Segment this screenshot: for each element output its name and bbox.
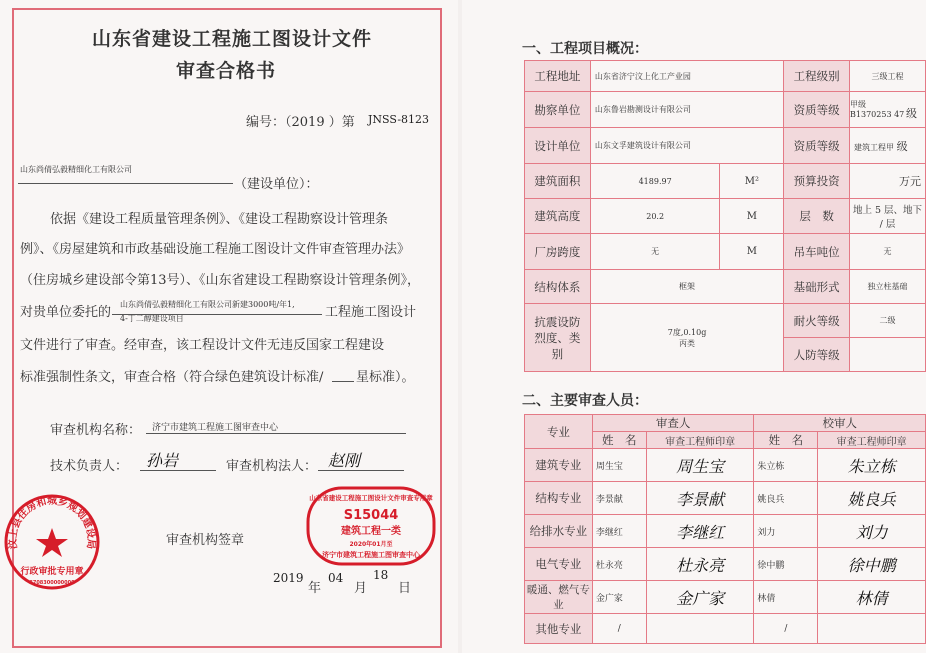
checker-name: 刘力	[754, 515, 818, 548]
date-month-unit: 月	[354, 581, 368, 596]
level-label: 工程级别	[784, 61, 850, 92]
reviewer-signature: 杜永亮	[646, 548, 754, 581]
table-row	[525, 199, 926, 234]
project-underline	[112, 314, 322, 315]
tech-lead-signature: 孙岩	[146, 451, 179, 470]
table-row	[525, 164, 926, 199]
table-row	[525, 449, 926, 482]
table-row	[525, 515, 926, 548]
budget-unit: 万元	[850, 164, 926, 199]
major-cell: 暖通、燃气专业	[525, 581, 593, 614]
survey-qual-value: 甲级B1370253 47	[850, 99, 905, 119]
reviewer-signature: 金广家	[646, 581, 754, 614]
project-info-page	[462, 0, 926, 653]
floors-label: 层 数	[784, 199, 850, 234]
legal-rep-underline	[318, 470, 404, 471]
col-checker: 校审人	[754, 415, 926, 432]
paragraph-line-4-suffix: 工程施工图设计	[325, 305, 417, 320]
major-cell: 建筑专业	[525, 449, 593, 482]
reviewer-name: 李继红	[592, 515, 646, 548]
budget-label: 预算投资	[784, 164, 850, 199]
height-unit: M	[720, 199, 784, 234]
paragraph-line-4-prefix: 对贵单位委托的	[20, 305, 112, 320]
section-1-title: 一、工程项目概况：	[522, 41, 648, 57]
stamp2-bottom-text: 济宁市建筑工程施工图审查中心	[322, 551, 420, 559]
site-value: 山东省济宁汶上化工产业园	[590, 61, 783, 92]
stamp1-bottom-text: 行政审批专用章	[20, 567, 84, 577]
site-label: 工程地址	[525, 61, 591, 92]
table-row	[525, 614, 926, 644]
survey-qual-cell	[850, 92, 926, 128]
paragraph-line-1: 依据《建设工程质量管理条例》、《建设工程勘察设计管理条	[50, 212, 389, 227]
checker-name: 朱立栋	[754, 449, 818, 482]
review-staff-table	[524, 414, 926, 644]
checker-signature: 姚良兵	[818, 482, 926, 515]
checker-name: 姚良兵	[754, 482, 818, 515]
stamp1-arc-text: 汶上县住房和城乡规划建设局	[7, 496, 97, 550]
fire-value: 二级	[850, 304, 926, 338]
green-star-underline	[332, 381, 354, 382]
major-cell: 结构专业	[525, 482, 593, 515]
reviewer-name: 金广家	[592, 581, 646, 614]
paragraph-line-5: 文件进行了审查。经审查，该工程设计文件无违反国家工程建设	[20, 338, 385, 353]
paragraph-line-6-suffix: 星标准）。	[356, 370, 415, 385]
floors-value: 地上 5 层、地下 / 层	[850, 199, 926, 234]
agency-label: 审查机构名称：	[50, 423, 142, 438]
stamp2-top-text: 山东省建设工程施工图设计文件审查专用章	[309, 494, 433, 502]
design-qual-value: 建筑工程甲	[854, 142, 895, 152]
reviewer-name: 周生宝	[592, 449, 646, 482]
tech-lead-underline	[140, 470, 216, 471]
table-row	[525, 128, 926, 164]
star-icon	[36, 528, 68, 557]
major-cell: 给排水专业	[525, 515, 593, 548]
design-value: 山东文孚建筑设计有限公司	[590, 128, 783, 164]
table-row	[525, 61, 926, 92]
title-line-2: 审查合格书	[176, 60, 277, 82]
span-value: 无	[590, 234, 720, 270]
date-year-unit: 年	[308, 581, 322, 596]
survey-label: 勘察单位	[525, 92, 591, 128]
agency-name: 济宁市建筑工程施工图审查中心	[152, 423, 279, 433]
date-day-unit: 日	[398, 581, 412, 596]
legal-rep-label: 审查机构法人：	[226, 459, 318, 474]
seismic-label: 抗震设防烈度、类别	[525, 304, 591, 372]
tech-lead-label: 技术负责人：	[50, 459, 129, 474]
design-label: 设计单位	[525, 128, 591, 164]
reviewer-name: /	[592, 614, 646, 644]
fire-label: 耐火等级	[784, 304, 850, 338]
crane-label: 吊车吨位	[784, 234, 850, 270]
seismic-value-cell	[590, 304, 783, 372]
foundation-label: 基础形式	[784, 270, 850, 304]
date-day: 18	[373, 568, 389, 582]
col-checker-stamp: 审查工程师印章	[818, 432, 926, 449]
structure-label: 结构体系	[525, 270, 591, 304]
sign-label: 审查机构签章	[166, 533, 245, 548]
reviewer-name: 杜永亮	[592, 548, 646, 581]
area-value: 4189.97	[590, 164, 720, 199]
admin-approval-stamp	[0, 490, 104, 594]
col-reviewer-stamp: 审查工程师印章	[646, 432, 754, 449]
reviewer-signature	[646, 614, 754, 644]
table-row	[525, 415, 926, 432]
checker-name: 林倩	[754, 581, 818, 614]
reviewer-signature: 李继红	[646, 515, 754, 548]
level-value: 三级工程	[850, 61, 926, 92]
stamp2-date: 2020年01月至	[349, 541, 393, 548]
major-cell: 电气专业	[525, 548, 593, 581]
table-row	[525, 270, 926, 304]
survey-value: 山东鲁岩勘测设计有限公司	[590, 92, 783, 128]
table-row	[525, 482, 926, 515]
stamp2-category: 建筑工程一类	[341, 526, 401, 537]
certificate-page	[0, 0, 458, 653]
table-row	[525, 581, 926, 614]
paragraph-line-2: 例》、《房屋建筑和市政基础设施工程施工图设计文件审查管理办法》	[20, 242, 411, 257]
client-underline	[18, 183, 233, 184]
area-label: 建筑面积	[525, 164, 591, 199]
checker-signature: 徐中鹏	[818, 548, 926, 581]
crane-value: 无	[850, 234, 926, 270]
survey-qual-label: 资质等级	[784, 92, 850, 128]
major-cell: 其他专业	[525, 614, 593, 644]
table-row	[525, 234, 926, 270]
structure-value: 框架	[590, 270, 783, 304]
col-reviewer-name: 姓 名	[592, 432, 646, 449]
checker-signature: 林倩	[818, 581, 926, 614]
project-overview-table	[524, 60, 926, 372]
checker-signature: 刘力	[818, 515, 926, 548]
design-qual-cell	[850, 128, 926, 164]
col-checker-name: 姓 名	[754, 432, 818, 449]
table-row	[525, 548, 926, 581]
col-reviewer: 审查人	[592, 415, 754, 432]
checker-signature	[818, 614, 926, 644]
span-label: 厂房跨度	[525, 234, 591, 270]
civil-defense-label: 人防等级	[784, 338, 850, 372]
span-unit: M	[720, 234, 784, 270]
height-value: 20.2	[590, 199, 720, 234]
area-unit: M²	[720, 164, 784, 199]
date-year: 2019	[273, 571, 304, 585]
survey-qual-suffix: 级	[906, 106, 918, 120]
serial-label: 编号：（2019 ）第	[246, 115, 355, 130]
date-month: 04	[328, 571, 344, 585]
seismic-value-line-1: 7度,0.10g	[667, 327, 707, 337]
project-name-line-1: 山东尚倩弘毅精细化工有限公司新建3000吨/年1,	[120, 300, 295, 309]
legal-rep-signature: 赵刚	[328, 451, 361, 470]
reviewer-name: 李景献	[592, 482, 646, 515]
paragraph-line-6: 标准强制性条文，审查合格（符合绿色建筑设计标准/	[20, 370, 324, 385]
review-seal-stamp	[306, 486, 436, 566]
title-line-1: 山东省建设工程施工图设计文件	[92, 28, 373, 50]
foundation-value: 独立柱基础	[850, 270, 926, 304]
client-suffix: （建设单位）：	[234, 177, 319, 192]
serial-number: JNSS-8123	[368, 113, 430, 126]
design-qual-suffix: 级	[896, 139, 908, 153]
design-qual-label: 资质等级	[784, 128, 850, 164]
client-name: 山东尚倩弘毅精细化工有限公司	[20, 165, 132, 174]
stamp2-code: S15044	[343, 508, 399, 523]
stamp1-number: 3708300000000	[29, 580, 75, 586]
reviewer-signature: 周生宝	[646, 449, 754, 482]
seismic-value-line-2: 丙类	[679, 338, 696, 348]
checker-signature: 朱立栋	[818, 449, 926, 482]
height-label: 建筑高度	[525, 199, 591, 234]
table-row	[525, 304, 926, 338]
checker-name: 徐中鹏	[754, 548, 818, 581]
table-row	[525, 92, 926, 128]
checker-name: /	[754, 614, 818, 644]
paragraph-line-3: （住房城乡建设部令第13号）、《山东省建设工程勘察设计管理条例》，	[20, 273, 421, 288]
civil-defense-value	[850, 338, 926, 372]
col-major: 专业	[525, 415, 593, 449]
reviewer-signature: 李景献	[646, 482, 754, 515]
section-2-title: 二、主要审查人员：	[522, 393, 648, 409]
agency-underline	[146, 433, 406, 434]
project-name-line-2: 4-丁二醇建设项目	[120, 314, 184, 323]
